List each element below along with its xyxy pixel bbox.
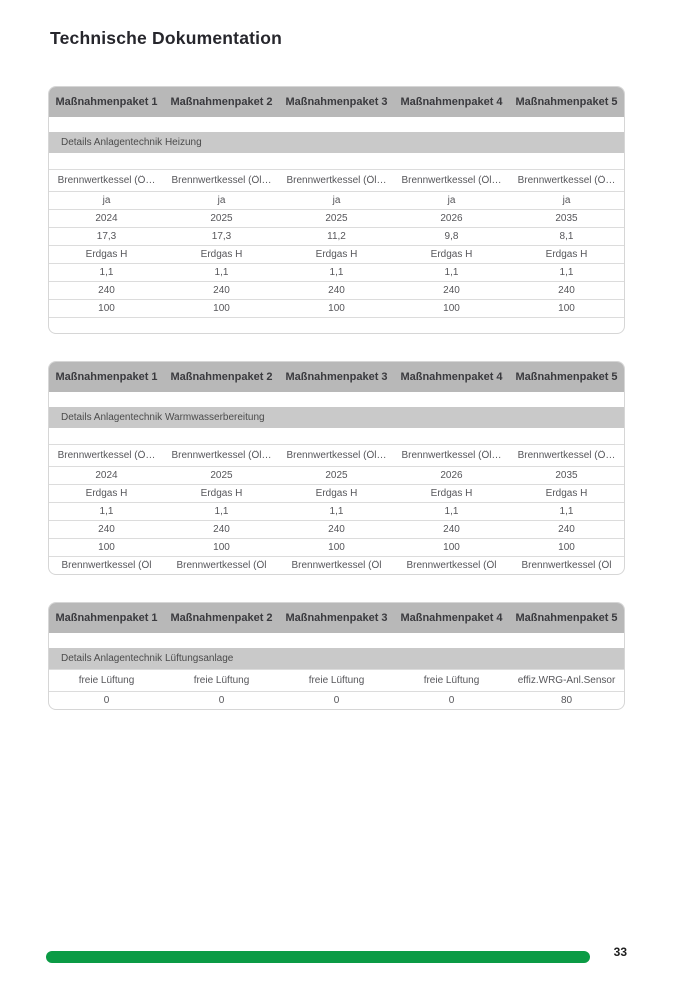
column-header: Maßnahmenpaket 4 [400,371,503,383]
table-cell: 1,1 [444,267,459,278]
table-cell: Brennwertkessel (Öl… [171,175,272,186]
column-header: Maßnahmenpaket 2 [170,96,273,108]
table-cell: 100 [443,303,460,314]
section-label: Details Anlagentechnik Lüftungsanlage [49,648,624,669]
table-cell: Erdgas H [315,488,358,499]
table-cell: Brennwertkessel (Ö… [517,175,616,186]
table-row [49,209,624,227]
table-body [49,669,624,709]
table-cell: freie Lüftung [423,675,480,686]
table-row [49,669,624,691]
table-cell: 0 [333,695,340,706]
column-header: Maßnahmenpaket 2 [170,612,273,624]
table-cell: 240 [213,285,230,296]
table-cell: 240 [558,285,575,296]
table-cell: Erdgas H [545,488,588,499]
header-spacer [49,392,624,407]
table-cell: 240 [558,524,575,535]
table-cell: 8,1 [559,231,574,242]
column-header: Maßnahmenpaket 5 [515,612,618,624]
table-cell: Erdgas H [315,249,358,260]
table-cell: Brennwertkessel (Öl… [286,175,387,186]
table-row [49,466,624,484]
table-cell: 240 [98,285,115,296]
table-cell: Brennwertkessel (Öl [521,560,612,571]
header-spacer [49,633,624,648]
footer-accent-bar [46,951,590,963]
table-row [49,245,624,263]
table-cell: 2025 [325,470,348,481]
table-body [49,444,624,574]
table-cell: 0 [103,695,110,706]
table-cell: Brennwertkessel (Öl… [401,450,502,461]
table-row [49,191,624,209]
table-cell: Brennwertkessel (Ö… [517,450,616,461]
table-cell: Erdgas H [200,488,243,499]
table-cell: 17,3 [211,231,232,242]
table-row [49,263,624,281]
table-cell: 2035 [555,213,578,224]
table-row [49,227,624,245]
section-spacer [49,153,624,169]
table-cell: 2024 [95,213,118,224]
table-cell: 1,1 [329,267,344,278]
table-cell: 2025 [325,213,348,224]
table-cell: ja [447,195,456,206]
page-number: 33 [613,945,627,959]
table-cell: 240 [443,285,460,296]
table-cell: 1,1 [559,506,574,517]
table-cell: Erdgas H [200,249,243,260]
column-header: Maßnahmenpaket 3 [285,612,388,624]
table-cell: ja [217,195,226,206]
table-cell: ja [332,195,341,206]
table-cell: Erdgas H [545,249,588,260]
table-body [49,169,624,317]
table-cell: 100 [213,303,230,314]
table-cell: 1,1 [99,506,114,517]
table-cell: 2026 [440,213,463,224]
table-row [49,299,624,317]
table-cell: Brennwertkessel (Öl… [286,450,387,461]
table-cell: Erdgas H [85,488,128,499]
table-cell: Erdgas H [430,249,473,260]
table-row [49,444,624,466]
table-cell: 2026 [440,470,463,481]
table-cell: Erdgas H [430,488,473,499]
column-header: Maßnahmenpaket 5 [515,96,618,108]
section-label: Details Anlagentechnik Heizung [49,132,624,153]
measures-table-warmwasser [48,361,625,575]
table-row [49,281,624,299]
column-header: Maßnahmenpaket 4 [400,612,503,624]
table-cell: Brennwertkessel (Öl… [171,450,272,461]
header-spacer [49,117,624,132]
table-cell: 240 [328,524,345,535]
table-cell: 9,8 [444,231,459,242]
table-cell: 2025 [210,470,233,481]
table-header-row [49,87,624,117]
table-cell: 0 [218,695,225,706]
table-cell: 100 [213,542,230,553]
table-cell: 1,1 [214,506,229,517]
table-row [49,538,624,556]
table-cell: 11,2 [327,231,346,242]
table-cell: 240 [328,285,345,296]
table-cell: 100 [98,542,115,553]
table-cell: 80 [560,695,573,706]
table-cell: 2024 [95,470,118,481]
table-cell: 2035 [555,470,578,481]
table-cell: Brennwertkessel (Öl [291,560,382,571]
table-cell: ja [562,195,571,206]
table-cell: Brennwertkessel (Öl… [401,175,502,186]
table-cell: 17,3 [96,231,117,242]
table-cell: 240 [98,524,115,535]
table-cell: 2025 [210,213,233,224]
column-header: Maßnahmenpaket 1 [55,612,158,624]
table-cell: freie Lüftung [308,675,365,686]
table-header-row [49,603,624,633]
section-label: Details Anlagentechnik Warmwasserbereitung [49,407,624,428]
table-row [49,520,624,538]
table-cell: Brennwertkessel (Ö… [57,450,156,461]
column-header: Maßnahmenpaket 1 [55,371,158,383]
column-header: Maßnahmenpaket 3 [285,371,388,383]
table-row [49,502,624,520]
table-cell: Erdgas H [85,249,128,260]
table-cell: Brennwertkessel (Ö… [57,175,156,186]
table-cell: 240 [443,524,460,535]
table-row [49,556,624,574]
table-cell: Brennwertkessel (Öl [61,560,152,571]
table-cell: Brennwertkessel (Öl [406,560,497,571]
table-row [49,484,624,502]
table-cell: 1,1 [559,267,574,278]
table-cell: 100 [328,542,345,553]
table-header-row [49,362,624,392]
table-cell: 100 [443,542,460,553]
table-cell: Brennwertkessel (Öl [176,560,267,571]
table-cell: 1,1 [214,267,229,278]
table-row [49,691,624,709]
table-cell: effiz.WRG-Anl.Sensor [517,675,616,686]
table-cell: 1,1 [329,506,344,517]
measures-table-heizung [48,86,625,334]
page-title: Technische Dokumentation [50,27,283,48]
table-cell: 1,1 [99,267,114,278]
table-cell: 100 [558,542,575,553]
section-spacer [49,428,624,444]
table-cell: 0 [448,695,455,706]
table-cell: 100 [558,303,575,314]
column-header: Maßnahmenpaket 5 [515,371,618,383]
table-cell: 1,1 [444,506,459,517]
measures-table-lueftung [48,602,625,710]
table-bottom-spacer [49,317,624,333]
table-cell: 240 [213,524,230,535]
table-cell: freie Lüftung [78,675,135,686]
table-row [49,169,624,191]
table-cell: freie Lüftung [193,675,250,686]
table-cell: 100 [328,303,345,314]
table-cell: 100 [98,303,115,314]
column-header: Maßnahmenpaket 4 [400,96,503,108]
table-cell: ja [102,195,111,206]
column-header: Maßnahmenpaket 1 [55,96,158,108]
column-header: Maßnahmenpaket 3 [285,96,388,108]
column-header: Maßnahmenpaket 2 [170,371,273,383]
